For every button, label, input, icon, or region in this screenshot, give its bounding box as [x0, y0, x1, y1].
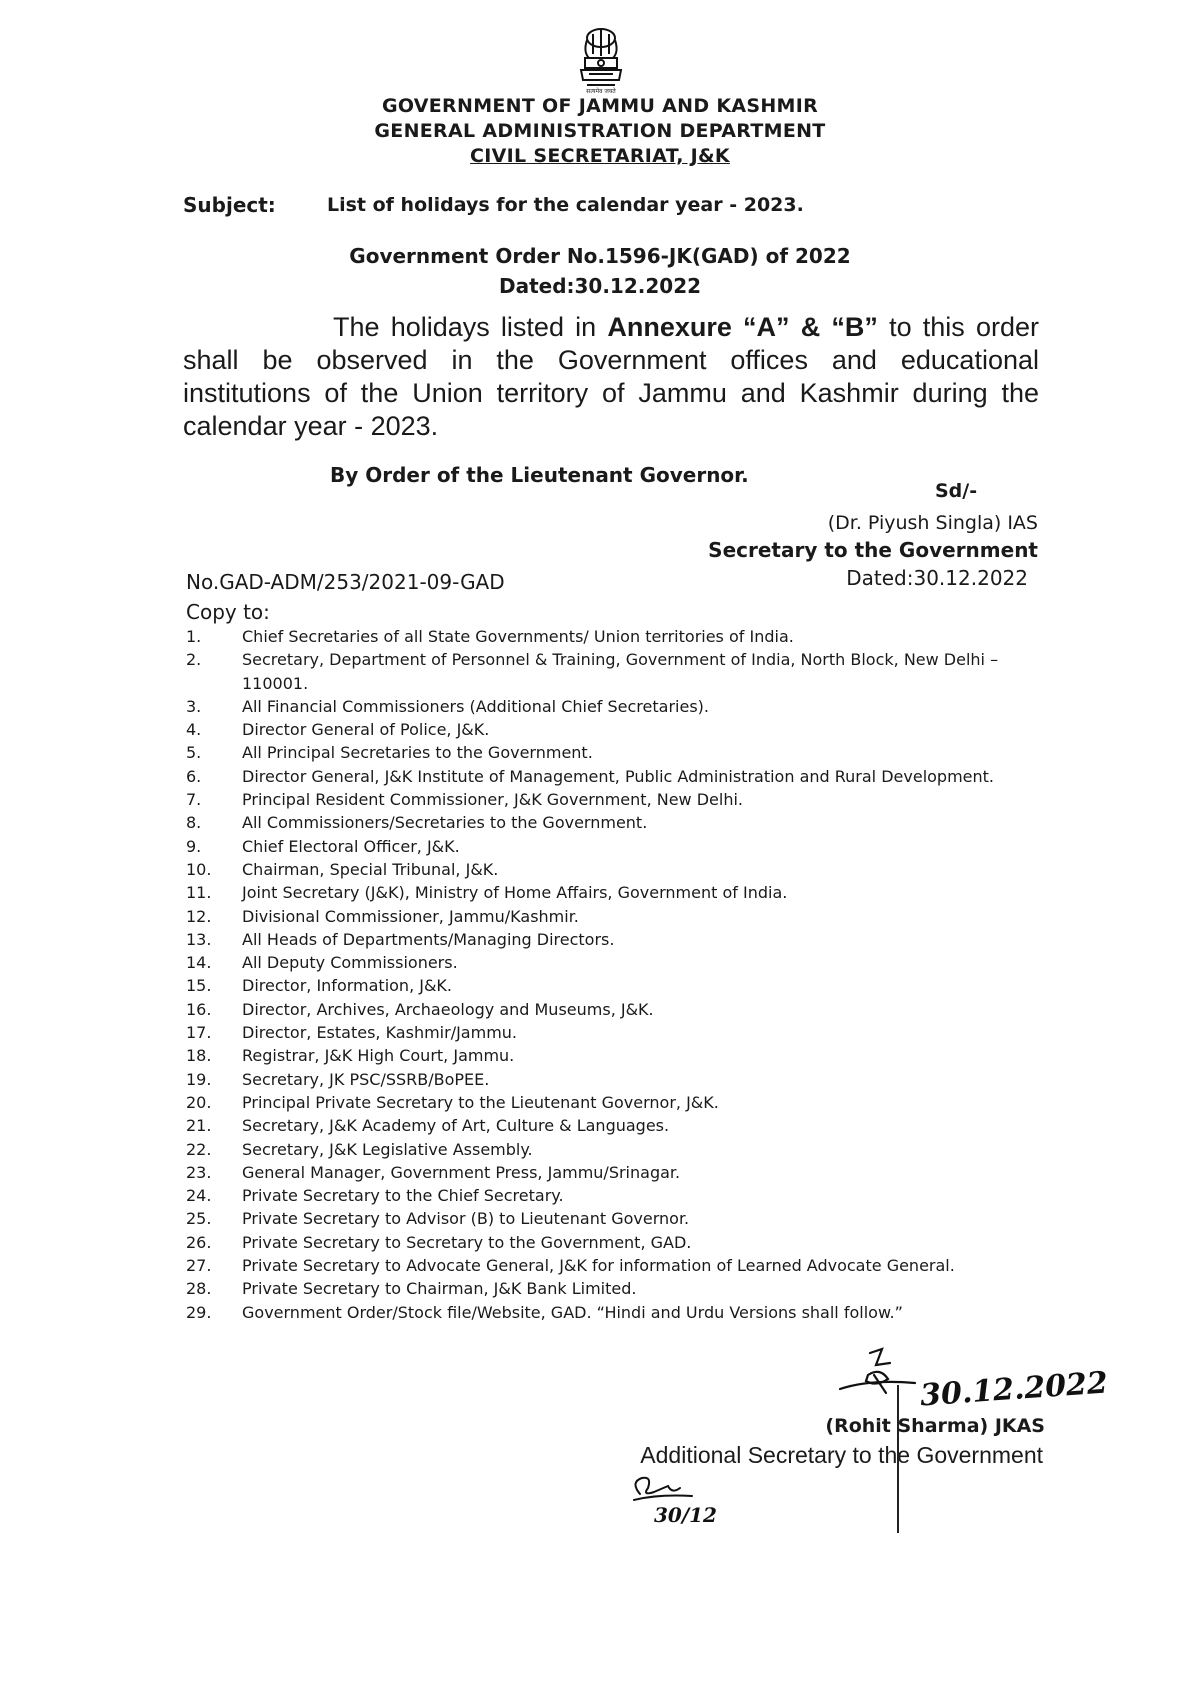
copy-to-item: [186, 648, 1038, 695]
copy-to-item-text: Divisional Commissioner, Jammu/Kashmir.: [242, 906, 579, 926]
second-signatory-designation: Additional Secretary to the Government: [640, 1442, 1043, 1468]
copy-to-item-number: 4.: [186, 720, 202, 740]
copy-to-item-number: 10.: [186, 859, 212, 879]
copy-to-item: [186, 1068, 1038, 1091]
copy-to-item: [186, 1184, 1038, 1207]
handwritten-signature: [830, 1345, 920, 1415]
copy-to-item: [186, 1138, 1038, 1161]
copy-to-item-text: Chief Electoral Officer, J&K.: [242, 836, 460, 856]
copy-to-item-number: 14.: [186, 953, 212, 973]
copy-to-item-number: 12.: [186, 906, 212, 926]
copy-to-item-text: Government Order/Stock file/Website, GAD. “Hindi and Urdu Versions shall follow.”: [242, 1302, 903, 1322]
copy-to-item-number: 16.: [186, 999, 212, 1019]
copy-to-item-text: Private Secretary to Chairman, J&K Bank Limited.: [242, 1279, 637, 1299]
signatory-date: Dated:30.12.2022: [846, 566, 1028, 590]
national-emblem-icon: [571, 24, 631, 94]
copy-to-item: [186, 951, 1038, 974]
copy-to-item: [186, 741, 1038, 764]
order-date: Dated:30.12.2022: [498, 274, 702, 298]
header-government: GOVERNMENT OF JAMMU AND KASHMIR: [381, 95, 819, 117]
copy-to-item-number: 27.: [186, 1256, 212, 1276]
copy-to-item-number: 29.: [186, 1302, 212, 1322]
copy-to-item: [186, 835, 1038, 858]
copy-to-item-text: General Manager, Government Press, Jammu/Srinagar.: [242, 1162, 681, 1182]
copy-to-item-number: 15.: [186, 976, 212, 996]
copy-to-item: [186, 905, 1038, 928]
copy-to-item-text: All Deputy Commissioners.: [242, 953, 458, 973]
copy-to-item-text: Private Secretary to Secretary to the Government, GAD.: [242, 1232, 692, 1252]
copy-to-item: [186, 1231, 1038, 1254]
copy-to-item: [186, 1161, 1038, 1184]
reference-number: No.GAD-ADM/253/2021-09-GAD: [186, 570, 505, 594]
copy-to-item: [186, 695, 1038, 718]
copy-to-item-text: Director, Information, J&K.: [242, 976, 453, 996]
signatory-designation: Secretary to the Government: [708, 538, 1038, 562]
copy-to-item: [186, 1091, 1038, 1114]
copy-to-item-number: 19.: [186, 1069, 212, 1089]
copy-to-item: [186, 625, 1038, 648]
copy-to-item-number: 28.: [186, 1279, 212, 1299]
copy-to-item: [186, 928, 1038, 951]
copy-to-item-number: 11.: [186, 883, 212, 903]
copy-to-item-number: 24.: [186, 1186, 212, 1206]
copy-to-item: [186, 788, 1038, 811]
copy-to-item-number: 6.: [186, 766, 202, 786]
header-secretariat: CIVIL SECRETARIAT, J&K: [470, 145, 730, 167]
copy-to-item-number: 18.: [186, 1046, 212, 1066]
body-post: to this order shall be observed in the Government offices and educational institutions of the Union territory of Jammu and Kashmir during the calendar year - 2023.: [183, 312, 1039, 441]
copy-to-item-number: 7.: [186, 790, 202, 810]
copy-to-item-text: Director, Estates, Kashmir/Jammu.: [242, 1023, 518, 1043]
handwritten-date: 30.12.2022: [919, 1365, 1109, 1414]
body-annexure: Annexure “A” & “B”: [607, 312, 878, 342]
copy-to-item: [186, 765, 1038, 788]
copy-to-item-text: Secretary, J&K Academy of Art, Culture & Languages.: [242, 1116, 670, 1136]
header-department: GENERAL ADMINISTRATION DEPARTMENT: [374, 120, 826, 142]
signed-mark: Sd/-: [935, 480, 978, 502]
subject-text: List of holidays for the calendar year - 2023.: [327, 194, 804, 216]
copy-to-item-text: Principal Resident Commissioner, J&K Government, New Delhi.: [242, 790, 743, 810]
copy-to-item-text: Secretary, J&K Legislative Assembly.: [242, 1139, 533, 1159]
second-signatory-name: (Rohit Sharma) JKAS: [825, 1415, 1045, 1437]
copy-to-item-text: Chairman, Special Tribunal, J&K.: [242, 859, 499, 879]
copy-to-item-number: 13.: [186, 929, 212, 949]
copy-to-item-text: Secretary, JK PSC/SSRB/BoPEE.: [242, 1069, 490, 1089]
copy-to-item-text: All Financial Commissioners (Additional Chief Secretaries).: [242, 696, 709, 716]
copy-to-item-number: 20.: [186, 1092, 212, 1112]
copy-to-item: [186, 1044, 1038, 1067]
copy-to-item: [186, 1254, 1038, 1277]
copy-to-item-text: Chief Secretaries of all State Governments/ Union territories of India.: [242, 627, 794, 646]
copy-to-item: [186, 998, 1038, 1021]
copy-to-item-text: Joint Secretary (J&K), Ministry of Home Affairs, Government of India.: [242, 883, 788, 903]
copy-to-item-number: 21.: [186, 1116, 212, 1136]
copy-to-item: [186, 1207, 1038, 1230]
copy-to-item: [186, 881, 1038, 904]
copy-to-item-text: Principal Private Secretary to the Lieutenant Governor, J&K.: [242, 1092, 719, 1112]
copy-to-item-text: Registrar, J&K High Court, Jammu.: [242, 1046, 515, 1066]
copy-to-item: [186, 1277, 1038, 1300]
copy-to-item: [186, 858, 1038, 881]
order-number: Government Order No.1596-JK(GAD) of 2022: [349, 244, 851, 268]
copy-to-item-text: All Heads of Departments/Managing Directors.: [242, 929, 615, 949]
copy-to-list: [186, 625, 1038, 1324]
emblem-caption: सत्यमेव जयते: [586, 88, 616, 95]
by-order-line: By Order of the Lieutenant Governor.: [330, 463, 749, 487]
copy-to-item-text: Private Secretary to the Chief Secretary.: [242, 1186, 564, 1206]
copy-to-item: [186, 1021, 1038, 1044]
copy-to-item-text: Director, Archives, Archaeology and Museums, J&K.: [242, 999, 654, 1019]
copy-to-item-text: All Principal Secretaries to the Government.: [242, 743, 593, 763]
copy-to-item-number: 8.: [186, 813, 202, 833]
copy-to-item-text: Director General, J&K Institute of Management, Public Administration and Rural Development.: [242, 766, 995, 786]
copy-to-item-number: 25.: [186, 1209, 212, 1229]
copy-to-item-number: 5.: [186, 743, 202, 763]
copy-to-item-text: Director General of Police, J&K.: [242, 720, 490, 740]
copy-to-item-number: 22.: [186, 1139, 212, 1159]
copy-to-item-text: All Commissioners/Secretaries to the Government.: [242, 813, 648, 833]
copy-to-item-number: 1.: [186, 627, 202, 646]
copy-to-item-number: 2.: [186, 650, 202, 670]
copy-to-label: Copy to:: [186, 600, 270, 624]
subject-label: Subject:: [183, 193, 276, 217]
signatory-name: (Dr. Piyush Singla) IAS: [827, 512, 1038, 534]
copy-to-item: [186, 718, 1038, 741]
copy-to-item: [186, 811, 1038, 834]
copy-to-item-text: Secretary, Department of Personnel & Training, Government of India, North Block, New Delhi – 110001.: [242, 650, 999, 693]
copy-to-item-number: 3.: [186, 696, 202, 716]
copy-to-item-number: 26.: [186, 1232, 212, 1252]
copy-to-item-number: 17.: [186, 1023, 212, 1043]
copy-to-item-number: 23.: [186, 1162, 212, 1182]
order-body: [183, 311, 1039, 443]
copy-to-item: [186, 974, 1038, 997]
copy-to-item: [186, 1301, 1038, 1324]
body-pre: The holidays listed in: [333, 312, 608, 342]
copy-to-item-text: Private Secretary to Advocate General, J&K for information of Learned Advocate General.: [242, 1256, 955, 1276]
copy-to-item: [186, 1114, 1038, 1137]
copy-to-item-number: 9.: [186, 836, 202, 856]
handwritten-initial-date: 30/12: [654, 1503, 717, 1527]
copy-to-item-text: Private Secretary to Advisor (B) to Lieutenant Governor.: [242, 1209, 690, 1229]
